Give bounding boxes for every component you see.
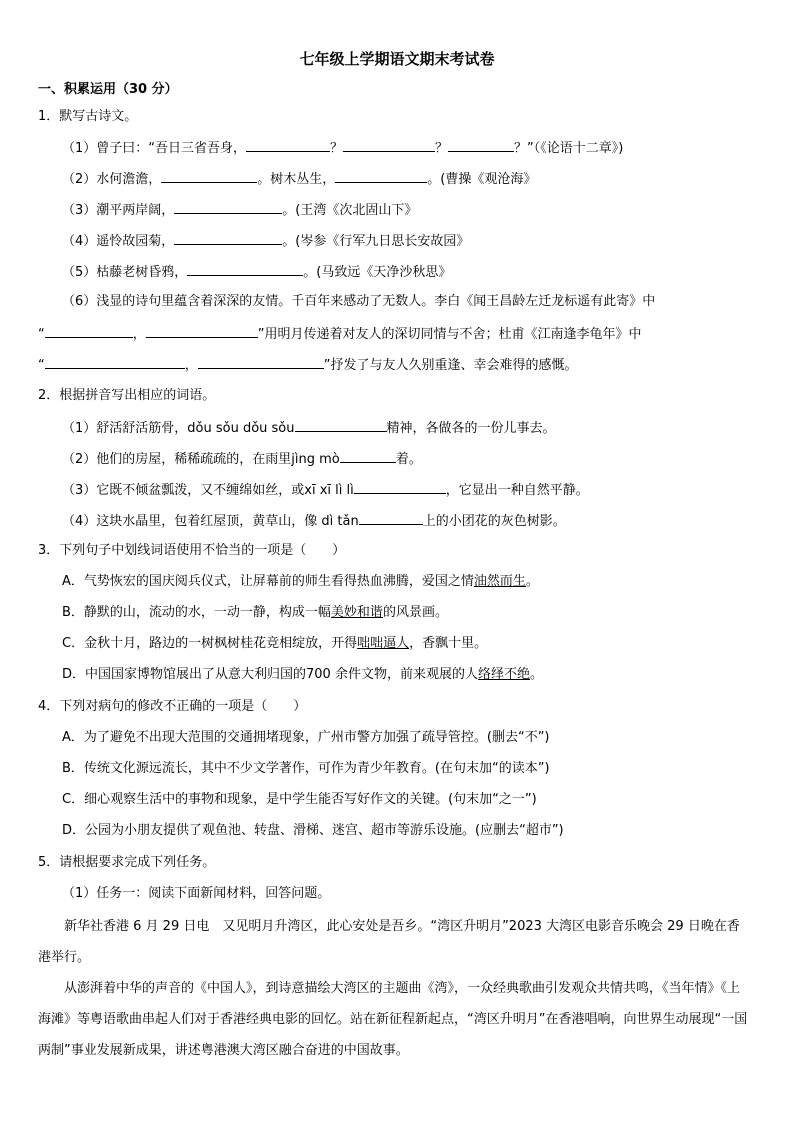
q4-option-b[interactable]: B．传统文化源远流长，其中不少文学著作，可作为青少年教育。(在句末加“的读本”) [62,761,550,776]
underlined-phrase: 咄咄逼人 [357,636,410,651]
q1-item-6-line3 [38,354,578,376]
text: B．静默的山，流动的水，一动一静，构成一幅 [62,605,331,620]
text: （2）水何澹澹， [62,172,162,187]
question-4-heading: 4．下列对病句的修改不正确的一项是（ ） [38,699,307,714]
answer-blank[interactable] [174,199,282,214]
text: “ [38,327,45,342]
q3-option-d[interactable] [62,665,543,685]
section-heading: 一、积累运用（30 分） [38,82,178,97]
text: （4）遥怜故园菊， [62,234,175,249]
question-3-heading: 3．下列句子中划线词语使用不恰当的一项是（ ） [38,543,346,558]
text: 着。 [395,452,422,467]
answer-blank[interactable] [343,137,435,152]
answer-blank[interactable] [146,323,258,338]
underlined-phrase: 油然而生 [473,574,526,589]
q2-item-3 [62,479,589,501]
q2-item-4 [62,510,566,532]
text: 的风景画。 [382,605,448,620]
answer-blank[interactable] [45,323,133,338]
text: （3）潮平两岸阔， [62,203,175,218]
answer-blank[interactable] [340,448,396,463]
text: ”抒发了与友人久别重逢、幸会难得的感慨。 [323,358,578,373]
q1-item-1 [62,137,623,159]
news-paragraph-1: 新华社香港 6 月 29 日电 又见明月升湾区，此心安处是吾乡。“湾区升明月”2023 大湾区电影音乐晚会 29 日晚在香港举行。 [38,919,740,965]
answer-blank[interactable] [198,354,324,369]
text: 。(岑参《行军九日思长安故园》 [282,234,470,249]
answer-blank[interactable] [295,417,387,432]
q1-item-2 [62,168,536,190]
q4-option-a[interactable]: A．为了避免不出现大范围的交通拥堵现象，广州市警方加强了疏导管控。(删去“不”) [62,730,550,745]
text: “ [38,358,45,373]
answer-blank[interactable] [448,137,514,152]
answer-blank[interactable] [335,168,427,183]
q3-option-a[interactable] [62,572,539,592]
page-title: 七年级上学期语文期末考试卷 [299,50,495,68]
text: 。 [529,667,543,682]
text: 上的小团花的灰色树影。 [422,514,566,529]
text: （2）他们的房屋，稀稀疏疏的，在雨里jìng mò [62,452,340,467]
answer-blank[interactable] [187,261,303,276]
text: 。(王湾《次北固山下》 [282,203,418,218]
q4-option-d[interactable]: D．公园为小朋友提供了观鱼池、转盘、滑梯、迷宫、超市等游乐设施。(应删去“超市”) [62,823,564,838]
text: （5）枯藤老树昏鸦， [62,265,188,280]
answer-blank[interactable] [354,479,446,494]
text: 。(曹操《观沧海》 [427,172,537,187]
answer-blank[interactable] [246,137,330,152]
underlined-phrase: 络绎不绝 [477,667,530,682]
text: ， [184,358,198,373]
q2-item-2 [62,448,422,470]
text: D．中国国家博物馆展出了从意大利归国的700 余件文物，前来观展的人 [62,667,478,682]
text: A．气势恢宏的国庆阅兵仪式，让屏幕前的师生看得热血沸腾，爱国之情 [62,574,474,589]
q5-task-1: （1）任务一：阅读下面新闻材料，回答问题。 [62,886,331,901]
answer-blank[interactable] [161,168,257,183]
text: （3）它既不倾盆瓢泼，又不缠绵如丝，或xī xī lì lì [62,483,354,498]
news-paragraph-2: 从澎湃着中华的声音的《中国人》，到诗意描绘大湾区的主题曲《湾》，一众经典歌曲引发观众共情共鸣，《当年情》《上海滩》等粤语歌曲串起人们对于香港经典电影的回忆。站在新征程新起点，“湾区升明月”在香港唱响，向世界生动展现“一国两制”事业发展新成果，讲述粤港澳大湾区融合奋进的中国故事。 [38,981,748,1058]
q2-item-1 [62,417,556,439]
text: ？ [330,141,344,156]
answer-blank[interactable] [174,230,282,245]
q3-option-b[interactable] [62,603,448,623]
answer-blank[interactable] [45,354,185,369]
question-2-heading: 2．根据拼音写出相应的词语。 [38,388,216,403]
text: （1）舒活舒活筋骨，dǒu sǒu dǒu sǒu [62,421,295,436]
q1-item-6: （6）浅显的诗句里蕴含着深深的友情。千百年来感动了无数人。李白《闻王昌龄左迁龙标遥有此寄》中 [62,294,656,309]
q1-item-3 [62,199,417,221]
text: 。树木丛生， [257,172,336,187]
text: ，香飘十里。 [409,636,488,651]
text: （4）这块水晶里，包着红屋顶，黄草山，像 dì tǎn [62,514,359,529]
text: ，它显出一种自然平静。 [445,483,589,498]
text: 精神，各做各的一份儿事去。 [386,421,556,436]
question-5-heading: 5．请根据要求完成下列任务。 [38,855,216,870]
text: 。(马致远《天净沙秋思》 [303,265,452,280]
q1-item-6-line2 [38,323,642,345]
q4-option-c[interactable]: C．细心观察生活中的事物和现象，是中学生能否写好作文的关键。(句末加“之一”) [62,792,537,807]
text: （1）曾子曰：“吾日三省吾身， [62,141,247,156]
text: ， [132,327,146,342]
underlined-phrase: 美妙和谐 [330,605,383,620]
q1-item-4 [62,230,469,252]
q1-item-5 [62,261,451,283]
q3-option-c[interactable] [62,634,487,654]
text: C．金秋十月，路边的一树枫树桂花竞相绽放，开得 [62,636,358,651]
text: 。 [525,574,539,589]
text: ”用明月传递着对友人的深切同情与不舍；杜甫《江南逢李龟年》中 [257,327,642,342]
text: ？ [435,141,449,156]
answer-blank[interactable] [359,510,423,525]
text: ？”（《论语十二章》) [514,141,624,156]
question-1-heading: 1．默写古诗文。 [38,109,138,124]
